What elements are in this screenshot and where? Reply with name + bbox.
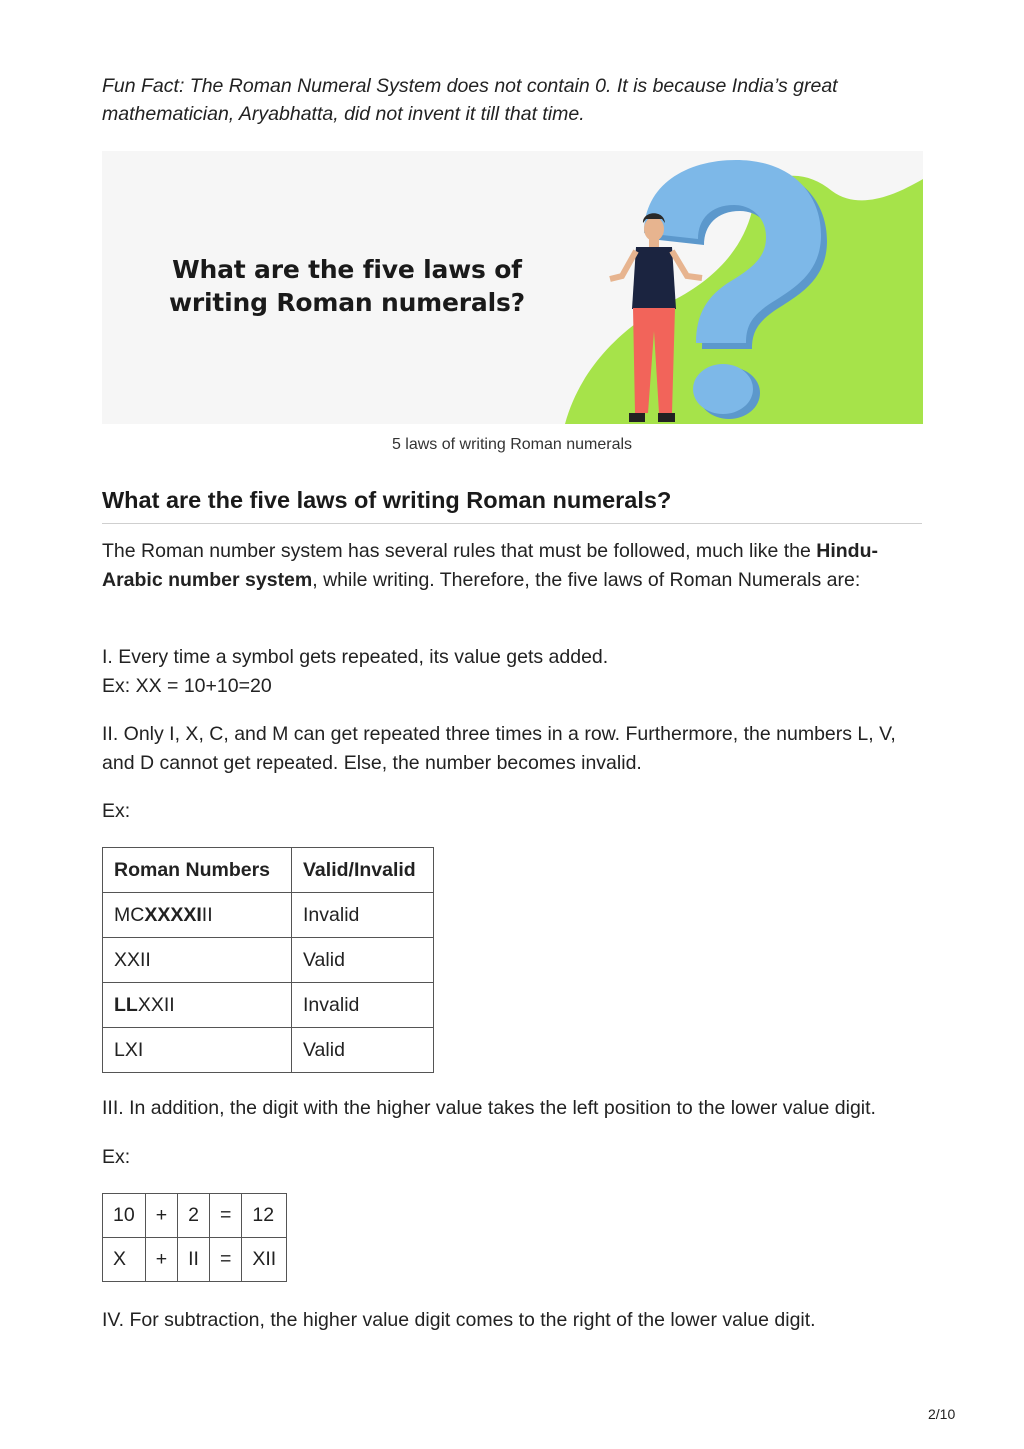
law-2: II. Only I, X, C, and M can get repeated three times in a row. Furthermore, the numbers L, V, and D cannot get repeated. Else, the number becomes invalid.	[102, 723, 896, 774]
law-4: IV. For subtraction, the higher value digit comes to the right of the lower value digit.	[102, 1309, 816, 1331]
roman-number-cell: MCXXXXIII	[103, 893, 292, 938]
bold-term: Hindu-Arabic number system	[102, 540, 878, 591]
addition-table	[102, 1193, 287, 1282]
column-header: Roman Numbers	[103, 848, 292, 893]
banner-title: What are the five laws of writing Roman numerals?	[169, 255, 525, 317]
page-number: 2/10	[928, 1406, 956, 1422]
roman-number-cell: LLXXII	[103, 983, 292, 1028]
banner-image	[102, 151, 923, 424]
section-heading: What are the five laws of writing Roman numerals?	[102, 487, 922, 524]
table-row	[103, 1028, 434, 1073]
table-cell: 2	[178, 1194, 210, 1238]
example-label: Ex:	[102, 800, 131, 822]
law-1-example: Ex: XX = 10+10=20	[102, 674, 272, 697]
status-cell: Valid	[292, 1028, 434, 1073]
table-row	[103, 1238, 287, 1282]
roman-number-cell: XXII	[103, 938, 292, 983]
table-cell: X	[103, 1238, 146, 1282]
column-header: Valid/Invalid	[292, 848, 434, 893]
table-cell: =	[209, 1238, 241, 1282]
table-cell: 12	[242, 1194, 287, 1238]
table-cell: XII	[242, 1238, 287, 1282]
table-cell: +	[145, 1238, 177, 1282]
table-cell: 10	[103, 1194, 146, 1238]
intro-paragraph: The Roman number system has several rules that must be followed, much like the Hindu-Arabic number system, while writing. Therefore, the five laws of Roman Numerals are:	[102, 540, 878, 591]
table-cell: =	[209, 1194, 241, 1238]
fun-fact: Fun Fact: The Roman Numeral System does not contain 0. It is because India’s great mathematician, Aryabhatta, did not invent it till that time.	[102, 75, 838, 125]
table-cell: II	[178, 1238, 210, 1282]
law-1: I. Every time a symbol gets repeated, its value gets added. Ex: XX = 10+10=20	[102, 643, 922, 700]
status-cell: Invalid	[292, 983, 434, 1028]
table-cell: +	[145, 1194, 177, 1238]
table-row	[103, 893, 434, 938]
roman-number-cell: LXI	[103, 1028, 292, 1073]
law-3: III. In addition, the digit with the higher value takes the left position to the lower value digit.	[102, 1097, 876, 1119]
table-header-row	[103, 848, 434, 893]
table-row	[103, 983, 434, 1028]
example-label: Ex:	[102, 1146, 131, 1168]
table-row	[103, 1194, 287, 1238]
image-caption: 5 laws of writing Roman numerals	[391, 436, 633, 453]
validity-table	[102, 847, 434, 1073]
status-cell: Valid	[292, 938, 434, 983]
table-row	[103, 938, 434, 983]
status-cell: Invalid	[292, 893, 434, 938]
